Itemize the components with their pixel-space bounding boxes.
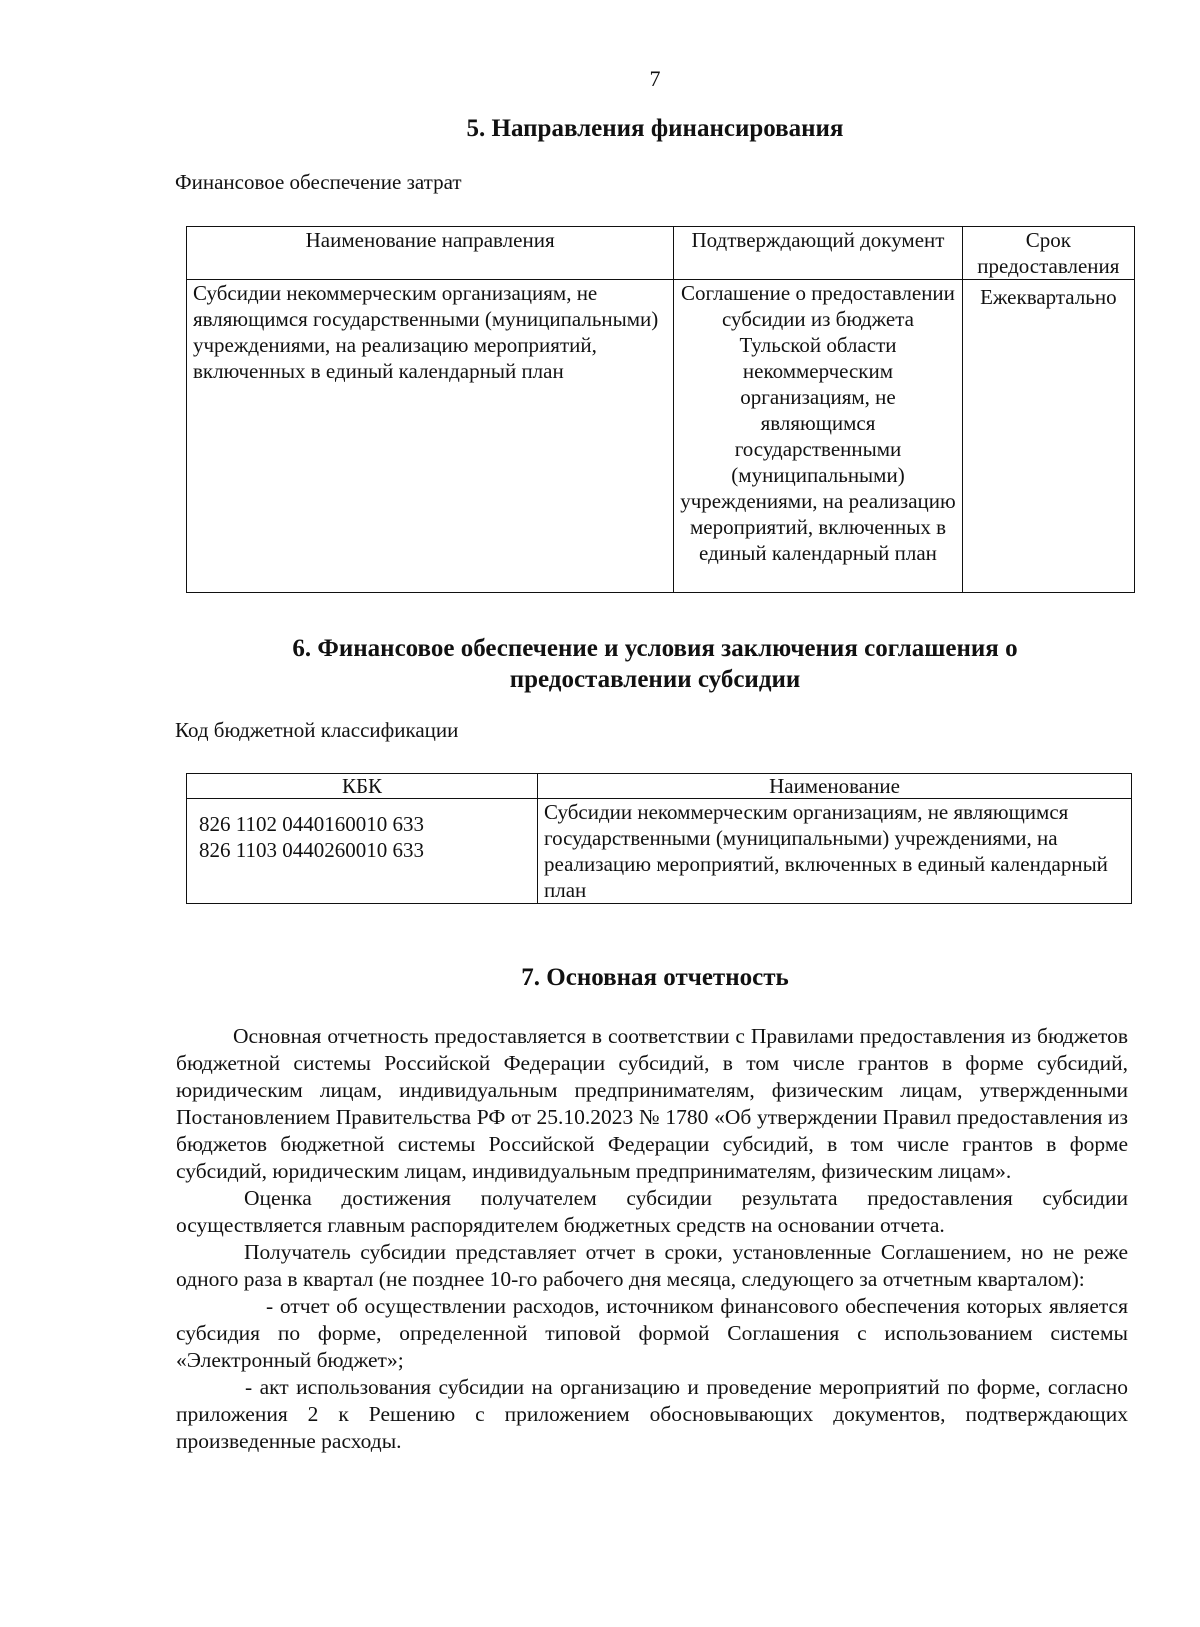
section-6-heading-line-2: предоставлении субсидии: [509, 666, 801, 693]
section-7-body: [176, 1023, 1128, 1455]
funding-directions-table: [186, 226, 1135, 593]
cell-document: Соглашение о предоставлении субсидии из бюджета Тульской области некоммерческим организациям, не являющимся государственными (муниципальными) учреждениями, на реализацию мероприятий, включенных в единый календарный план: [674, 280, 962, 593]
list-item: - отчет об осуществлении расходов, источником финансового обеспечения которых является субсидия по форме, определенной типовой формой Соглашения с использованием системы «Электронный бюджет»;: [176, 1294, 1128, 1372]
cell-name: Субсидии некоммерческим организациям, не являющимся государственными (муниципальными) учреждениями, на реализацию мероприятий, включенных в единый календарный план: [538, 799, 1132, 904]
section-7-heading: 7. Основная отчетность: [521, 964, 789, 991]
paragraph-assessment: Оценка достижения получателем субсидии результата предоставления субсидии осуществляется главным распорядителем бюджетных средств на основании отчета.: [176, 1186, 1128, 1237]
budget-classification-table: [186, 773, 1132, 904]
cell-kbk: [187, 799, 538, 904]
section-6-heading-line-1: 6. Финансовое обеспечение и условия заключения соглашения о: [292, 635, 1018, 662]
paragraph-report-deadlines: Получатель субсидии представляет отчет в сроки, установленные Соглашением, но не реже одного раза в квартал (не позднее 10-го рабочего дня месяца, следующего за отчетным кварталом):: [176, 1240, 1128, 1291]
kbk-code-1: 826 1102 0440160010 633: [199, 812, 424, 836]
paragraph-main-reporting: Основная отчетность предоставляется в соответствии с Правилами предоставления из бюджетов бюджетной системы Российской Федерации субсидий, в том числе грантов в форме субсидий, юридическим лицам, индивидуальным предпринимателям, физическим лицам, утвержденными Постановлением Правительства РФ от 25.10.2023 № 1780 «Об утверждении Правил предоставления из бюджетов бюджетной системы Российской Федерации субсидий, в том числе грантов в форме субсидий, юридическим лицам, индивидуальным предпринимателям, физическим лицам».: [176, 1024, 1128, 1183]
kbk-code-2: 826 1103 0440260010 633: [199, 838, 424, 862]
table-row: [187, 799, 1132, 904]
table-header-row: [187, 227, 1135, 280]
table-row: [187, 280, 1135, 593]
cell-direction: Субсидии некоммерческим организациям, не являющимся государственными (муниципальными) учреждениями, на реализацию мероприятий, включенных в единый календарный план: [187, 280, 674, 593]
page-number: 7: [649, 66, 661, 91]
list-item: - акт использования субсидии на организацию и проведение мероприятий по форме, согласно приложения 2 к Решению с приложением обосновывающих документов, подтверждающих произведенные расходы.: [176, 1375, 1128, 1453]
section-5-heading: 5. Направления финансирования: [466, 115, 844, 142]
header-direction-name: Наименование направления: [187, 227, 674, 280]
header-kbk: КБК: [187, 774, 538, 799]
section-6-caption: Код бюджетной классификации: [175, 718, 459, 742]
header-confirming-document: Подтверждающий документ: [674, 227, 962, 280]
cell-period: Ежеквартально: [962, 280, 1134, 593]
section-5-caption: Финансовое обеспечение затрат: [175, 170, 462, 194]
header-period: Срок предоставления: [962, 227, 1134, 280]
header-name: Наименование: [538, 774, 1132, 799]
table-header-row: [187, 774, 1132, 799]
